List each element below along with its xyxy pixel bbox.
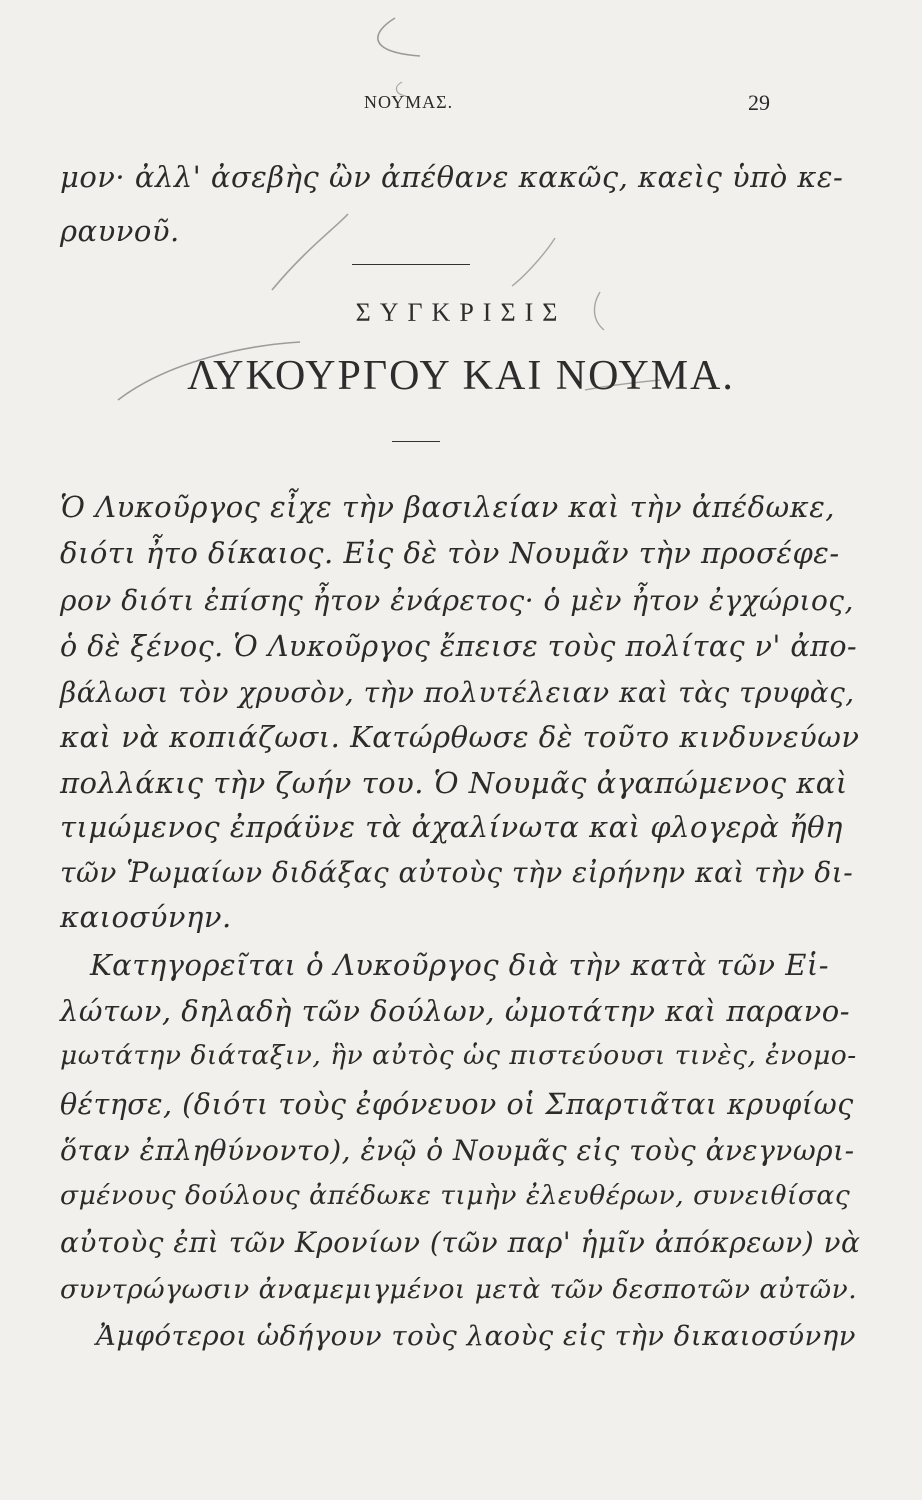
paragraph-1-line: διότι ἦτο δίκαιος. Εἰς δὲ τὸν Νουμᾶν τὴν προσέφε-: [60, 536, 840, 570]
paragraph-1-line: βάλωσι τὸν χρυσὸν, τὴν πολυτέλειαν καὶ τὰς τρυφὰς,: [60, 676, 855, 709]
running-header: [0, 92, 922, 122]
paragraph-2-line: μωτάτην διάταξιν, ἣν αὐτὸς ὡς πιστεύουσι τινὲς, ἐνομο-: [60, 1040, 857, 1071]
paragraph-1-line: πολλάκις τὴν ζωήν του. Ὁ Νουμᾶς ἀγαπώμενος καὶ: [60, 766, 848, 800]
paragraph-1-line: Ὁ Λυκοῦργος εἶχε τὴν βασιλείαν καὶ τὴν ἀπέδωκε,: [60, 490, 835, 524]
paragraph-3-line: Ἀμφότεροι ὡδήγουν τοὺς λαοὺς εἰς τὴν δικαιοσύνην: [96, 1320, 856, 1352]
pencil-mark-check: [512, 238, 555, 286]
paragraph-2-line: λώτων, δηλαδὴ τῶν δούλων, ὠμοτάτην καὶ παρανο-: [60, 994, 851, 1028]
paragraph-1-line: ὁ δὲ ξένος. Ὁ Λυκοῦργος ἔπεισε τοὺς πολίτας ν' ἀπο-: [60, 630, 858, 663]
paragraph-1-line: καὶ νὰ κοπιάζωσι. Κατώρθωσε δὲ τοῦτο κινδυνεύων: [60, 720, 860, 754]
paragraph-1-line: τιμώμενος ἐπράϋνε τὰ ἀχαλίνωτα καὶ φλογερὰ ἤθη: [60, 810, 843, 844]
section-heading-main: ΛΥΚΟΥΡΓΟΥ ΚΑΙ ΝΟΥΜΑ.: [187, 353, 735, 399]
paragraph-1-line: καιοσύνην.: [60, 900, 232, 934]
paragraph-1-line: ρον διότι ἐπίσης ἦτον ἐνάρετος· ὁ μὲν ἦτον ἐγχώριος,: [60, 584, 854, 617]
paragraph-2-line: αὐτοὺς ἐπὶ τῶν Κρονίων (τῶν παρ' ἡμῖν ἀπόκρεων) νὰ: [60, 1226, 861, 1259]
section-divider-bottom: [392, 441, 440, 442]
paragraph-2-line: ὅταν ἐπληθύνοντο), ἐνῷ ὁ Νουμᾶς εἰς τοὺς ἀνεγνωρι-: [60, 1134, 855, 1167]
pencil-mark-top: [378, 18, 420, 56]
page-number: 29: [748, 90, 770, 115]
paragraph-1-line: τῶν Ῥωμαίων διδάξας αὐτοὺς τὴν εἰρήνην καὶ τὴν δι-: [60, 856, 854, 889]
text-line: μον· ἀλλ' ἀσεβὴς ὢν ἀπέθανε κακῶς, καεὶς ὑπὸ κε-: [60, 160, 844, 194]
section-heading-sub: ΣΥΓΚΡΙΣΙΣ: [355, 298, 567, 327]
running-title: ΝΟΥΜΑΣ.: [364, 92, 454, 112]
paragraph-2-line: Κατηγορεῖται ὁ Λυκοῦργος διὰ τὴν κατὰ τῶν Εἱ-: [90, 948, 830, 982]
paragraph-2-line: θέτησε, (διότι τοὺς ἐφόνευον οἱ Σπαρτιᾶται κρυφίως: [60, 1088, 854, 1121]
pencil-mark-diagonal: [272, 214, 348, 290]
paragraph-2-line: σμένους δούλους ἀπέδωκε τιμὴν ἐλευθέρων, συνειθίσας: [60, 1180, 851, 1211]
text-line: ραυνοῦ.: [60, 214, 180, 248]
paragraph-2-line: συντρώγωσιν ἀναμεμιγμένοι μετὰ τῶν δεσποτῶν αὐτῶν.: [60, 1274, 858, 1305]
section-divider-top: [352, 264, 470, 265]
